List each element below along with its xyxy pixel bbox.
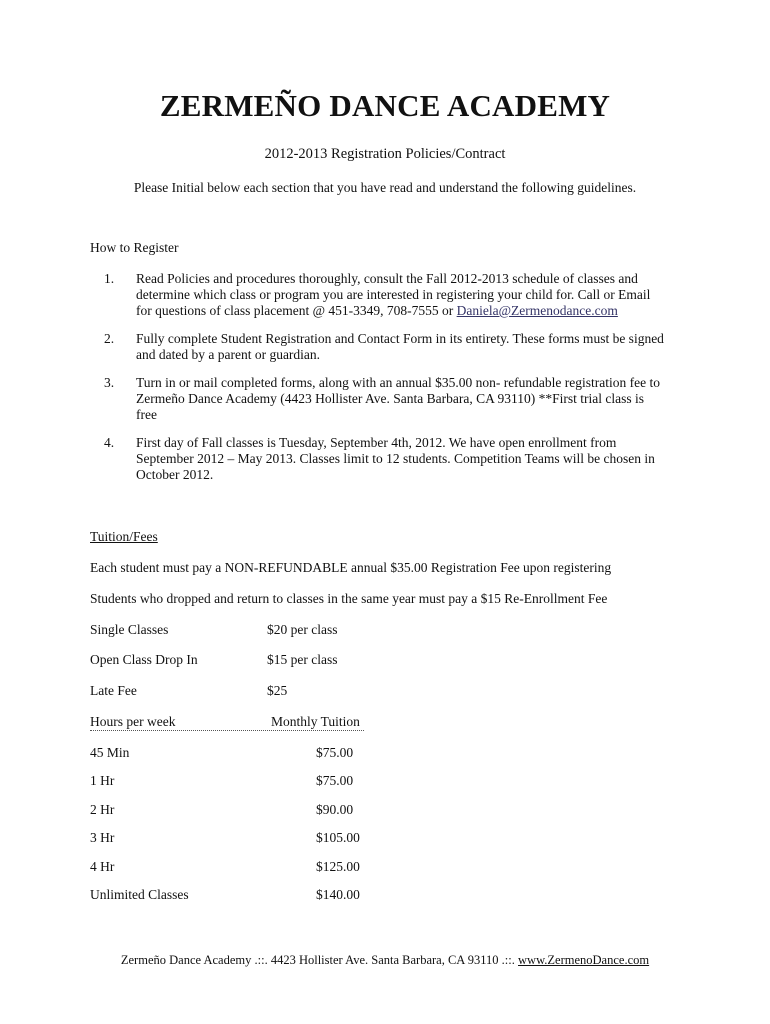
tuition-price: $105.00 (316, 830, 360, 845)
tuition-price: $90.00 (316, 802, 354, 817)
step-number: 4. (104, 435, 115, 450)
step-number: 1. (104, 271, 115, 286)
register-step (90, 331, 690, 363)
fee-value: $20 per class (267, 622, 338, 637)
tuition-price: $75.00 (316, 745, 354, 760)
step-line: Fully complete Student Registration and Contact Form in its entirety. These forms must be signed (136, 331, 664, 346)
initial-instruction: Please Initial below each section that you have read and understand the following guidelines. (133, 180, 637, 195)
tuition-table-header (90, 714, 364, 731)
tuition-hours: 1 Hr (90, 773, 115, 788)
step-line (136, 303, 690, 319)
register-steps-list (90, 271, 690, 483)
tuition-hours: Unlimited Classes (90, 887, 189, 902)
tuition-hours: 3 Hr (90, 830, 115, 845)
hours-per-week-header: Hours per week (90, 714, 176, 729)
step-line: free (136, 407, 157, 422)
step-number: 3. (104, 375, 115, 390)
step-line: First day of Fall classes is Tuesday, September 4th, 2012. We have open enrollment from (136, 435, 617, 450)
page-footer (0, 953, 770, 968)
tuition-hours: 45 Min (90, 745, 130, 760)
step-line: Zermeño Dance Academy (4423 Hollister Ave. Santa Barbara, CA 93110) **First trial class is (136, 391, 645, 406)
step-line: September 2012 – May 2013. Classes limit to 12 students. Competition Teams will be chosen in (136, 451, 655, 466)
tuition-price: $140.00 (316, 887, 360, 902)
step-line: Turn in or mail completed forms, along with an annual $35.00 non- refundable registration fee to (136, 375, 661, 390)
step-line: and dated by a parent or guardian. (136, 347, 321, 362)
fee-label: Late Fee (90, 683, 137, 698)
reenrollment-fee-note: Students who dropped and return to classes in the same year must pay a $15 Re-Enrollment Fee (90, 591, 608, 606)
page-title: ZERMEÑO DANCE ACADEMY (159, 88, 611, 123)
fee-value: $15 per class (267, 652, 338, 667)
email-link[interactable]: Daniela@Zermenodance.com (456, 303, 618, 318)
tuition-fees-heading: Tuition/Fees (90, 529, 158, 544)
fee-label: Single Classes (90, 622, 169, 637)
step-line: determine which class or program you are interested in registering your child for. Call or Email (136, 287, 651, 302)
website-link[interactable]: www.ZermenoDance.com (518, 953, 650, 967)
how-to-register-heading: How to Register (90, 240, 179, 255)
tuition-price: $125.00 (316, 859, 360, 874)
registration-fee-note: Each student must pay a NON-REFUNDABLE annual $35.00 Registration Fee upon registering (90, 560, 612, 575)
step-line-text: for questions of class placement @ 451-3349, 708-7555 or (136, 303, 457, 318)
document-subtitle: 2012-2013 Registration Policies/Contract (264, 146, 506, 162)
register-step (90, 375, 690, 423)
register-step (90, 435, 690, 483)
register-step (90, 271, 690, 319)
step-line: October 2012. (136, 467, 214, 482)
monthly-tuition-header: Monthly Tuition (271, 714, 360, 729)
tuition-hours: 2 Hr (90, 802, 115, 817)
tuition-price: $75.00 (316, 773, 354, 788)
step-number: 2. (104, 331, 115, 346)
tuition-hours: 4 Hr (90, 859, 115, 874)
fee-value: $25 (267, 683, 288, 698)
fee-label: Open Class Drop In (90, 652, 198, 667)
step-line: Read Policies and procedures thoroughly, consult the Fall 2012-2013 schedule of classes and (136, 271, 638, 286)
footer-address: Zermeño Dance Academy .::. 4423 Hollister Ave. Santa Barbara, CA 93110 .::. (120, 953, 519, 967)
